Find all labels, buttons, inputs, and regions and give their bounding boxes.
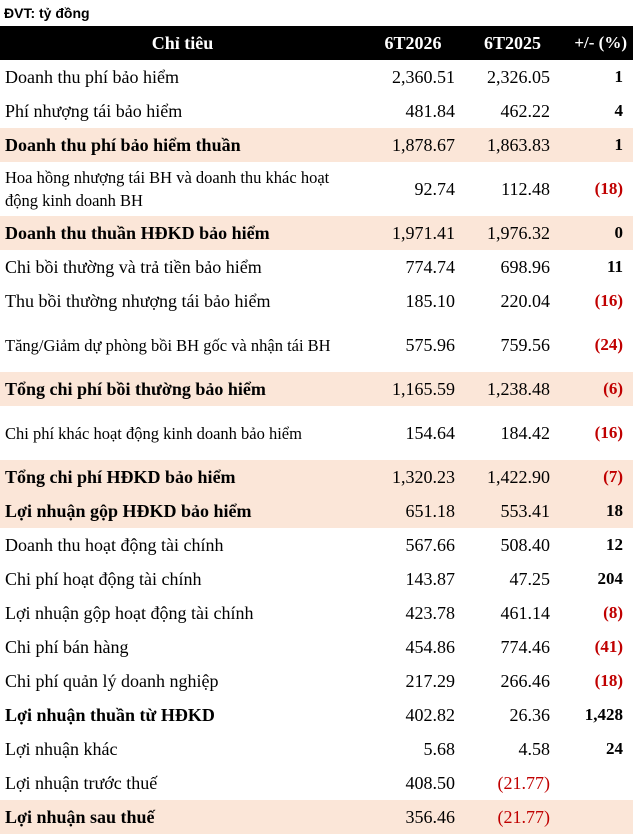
row-label: Lợi nhuận gộp HĐKD bảo hiểm xyxy=(5,501,252,521)
value-6t2025: 1,863.83 xyxy=(487,134,550,155)
value-6t2025: 26.36 xyxy=(509,704,550,725)
value-change-pct: 0 xyxy=(614,223,623,242)
value-change-pct: (16) xyxy=(594,423,623,442)
header-change-pct: +/- (%) xyxy=(574,33,627,52)
value-6t2026: 143.87 xyxy=(405,568,455,589)
value-change-pct: 4 xyxy=(614,101,623,120)
value-6t2026: 1,971.41 xyxy=(392,222,455,243)
value-change-pct: 1 xyxy=(614,67,623,86)
row-label: Tổng chi phí bồi thường bảo hiểm xyxy=(5,379,266,399)
row-label: Chi phí quản lý doanh nghiệp xyxy=(5,671,219,691)
value-change-pct: (24) xyxy=(594,335,623,354)
table-row xyxy=(0,698,633,732)
value-6t2025: 508.40 xyxy=(500,534,550,555)
value-change-pct: (18) xyxy=(594,671,623,690)
income-statement-table xyxy=(0,26,633,834)
value-6t2026: 423.78 xyxy=(405,602,455,623)
row-label: Chi bồi thường và trả tiền bảo hiểm xyxy=(5,257,262,277)
table-row xyxy=(0,494,633,528)
value-6t2026: 154.64 xyxy=(405,422,455,443)
table-row xyxy=(0,630,633,664)
value-change-pct: (7) xyxy=(603,467,623,486)
row-label: Lợi nhuận thuần từ HĐKD xyxy=(5,705,215,725)
row-label: Thu bồi thường nhượng tái bảo hiểm xyxy=(5,291,271,311)
value-6t2026: 481.84 xyxy=(405,100,455,121)
value-6t2026: 1,320.23 xyxy=(392,466,455,487)
header-row xyxy=(0,26,633,60)
value-6t2026: 408.50 xyxy=(405,772,455,793)
table-row xyxy=(0,562,633,596)
value-change-pct: 204 xyxy=(597,569,623,588)
header-6t2026: 6T2026 xyxy=(384,32,442,53)
value-6t2025: 220.04 xyxy=(500,290,550,311)
unit-label: ĐVT: tỷ đồng xyxy=(4,5,90,21)
table-row xyxy=(0,318,633,372)
value-change-pct: (41) xyxy=(594,637,623,656)
table-row xyxy=(0,732,633,766)
row-label: Lợi nhuận khác xyxy=(5,739,118,759)
table-row xyxy=(0,800,633,834)
value-6t2025: 4.58 xyxy=(518,738,550,759)
header-indicator: Chỉ tiêu xyxy=(151,32,214,53)
value-6t2025: 47.25 xyxy=(509,568,550,589)
table-row xyxy=(0,372,633,406)
table-row xyxy=(0,528,633,562)
value-change-pct: (8) xyxy=(603,603,623,622)
value-6t2025: (21.77) xyxy=(497,806,550,827)
value-6t2025: 1,976.32 xyxy=(487,222,550,243)
row-label: Lợi nhuận gộp hoạt động tài chính xyxy=(5,603,254,623)
header-6t2025: 6T2025 xyxy=(483,32,541,53)
value-6t2026: 1,878.67 xyxy=(392,134,455,155)
value-change-pct: (16) xyxy=(594,291,623,310)
value-6t2025: 759.56 xyxy=(500,334,550,355)
value-change-pct xyxy=(564,766,633,800)
value-6t2025: 1,422.90 xyxy=(487,466,550,487)
table-body xyxy=(0,60,633,834)
value-6t2025: 461.14 xyxy=(500,602,550,623)
value-change-pct xyxy=(564,800,633,834)
table-header xyxy=(0,26,633,60)
row-label: Lợi nhuận sau thuế xyxy=(5,807,155,827)
row-label: Doanh thu phí bảo hiểm xyxy=(5,67,179,87)
value-change-pct: 12 xyxy=(606,535,623,554)
value-6t2026: 567.66 xyxy=(405,534,455,555)
value-6t2025: 553.41 xyxy=(500,500,550,521)
value-6t2026: 651.18 xyxy=(405,500,455,521)
value-6t2025: 774.46 xyxy=(500,636,550,657)
value-6t2026: 356.46 xyxy=(405,806,455,827)
value-6t2025: 184.42 xyxy=(500,422,550,443)
row-label: Chi phí bán hàng xyxy=(5,637,129,657)
table-row xyxy=(0,128,633,162)
value-change-pct: 24 xyxy=(606,739,623,758)
value-6t2025: 462.22 xyxy=(500,100,550,121)
value-change-pct: 1,428 xyxy=(584,705,623,724)
value-6t2026: 774.74 xyxy=(405,256,455,277)
value-6t2026: 1,165.59 xyxy=(392,378,455,399)
table-row xyxy=(0,284,633,318)
value-6t2026: 402.82 xyxy=(405,704,455,725)
value-change-pct: (6) xyxy=(603,379,623,398)
value-change-pct: 18 xyxy=(606,501,623,520)
row-label: Tăng/Giảm dự phòng bồi BH gốc và nhận tái BH xyxy=(5,335,331,355)
row-label: Tổng chi phí HĐKD bảo hiểm xyxy=(5,467,236,487)
row-label: Hoa hồng nhượng tái BH và doanh thu khác hoạt động kinh doanh BH xyxy=(5,168,330,210)
table-row xyxy=(0,250,633,284)
value-6t2026: 454.86 xyxy=(405,636,455,657)
table-row xyxy=(0,664,633,698)
table-row xyxy=(0,162,633,216)
row-label: Doanh thu phí bảo hiểm thuần xyxy=(5,135,241,155)
value-6t2025: 1,238.48 xyxy=(487,378,550,399)
value-6t2025: (21.77) xyxy=(497,772,550,793)
value-change-pct: (18) xyxy=(594,179,623,198)
table-row xyxy=(0,94,633,128)
value-6t2026: 5.68 xyxy=(423,738,455,759)
value-6t2025: 266.46 xyxy=(500,670,550,691)
row-label: Doanh thu hoạt động tài chính xyxy=(5,535,224,555)
row-label: Doanh thu thuần HĐKD bảo hiểm xyxy=(5,223,270,243)
row-label: Chi phí hoạt động tài chính xyxy=(5,569,202,589)
value-6t2026: 2,360.51 xyxy=(392,66,455,87)
value-6t2026: 185.10 xyxy=(405,290,455,311)
value-change-pct: 1 xyxy=(614,135,623,154)
value-6t2026: 575.96 xyxy=(405,334,455,355)
value-6t2026: 217.29 xyxy=(405,670,455,691)
row-label: Chi phí khác hoạt động kinh doanh bảo hiểm xyxy=(5,423,302,443)
table-row xyxy=(0,216,633,250)
table-row xyxy=(0,766,633,800)
value-6t2025: 112.48 xyxy=(501,178,550,199)
row-label: Lợi nhuận trước thuế xyxy=(5,773,158,793)
table-row xyxy=(0,596,633,630)
value-6t2025: 2,326.05 xyxy=(487,66,550,87)
row-label: Phí nhượng tái bảo hiểm xyxy=(5,101,183,121)
value-6t2026: 92.74 xyxy=(414,178,455,199)
table-row xyxy=(0,406,633,460)
table-row xyxy=(0,460,633,494)
value-6t2025: 698.96 xyxy=(500,256,550,277)
table-row xyxy=(0,60,633,94)
value-change-pct: 11 xyxy=(606,257,623,276)
